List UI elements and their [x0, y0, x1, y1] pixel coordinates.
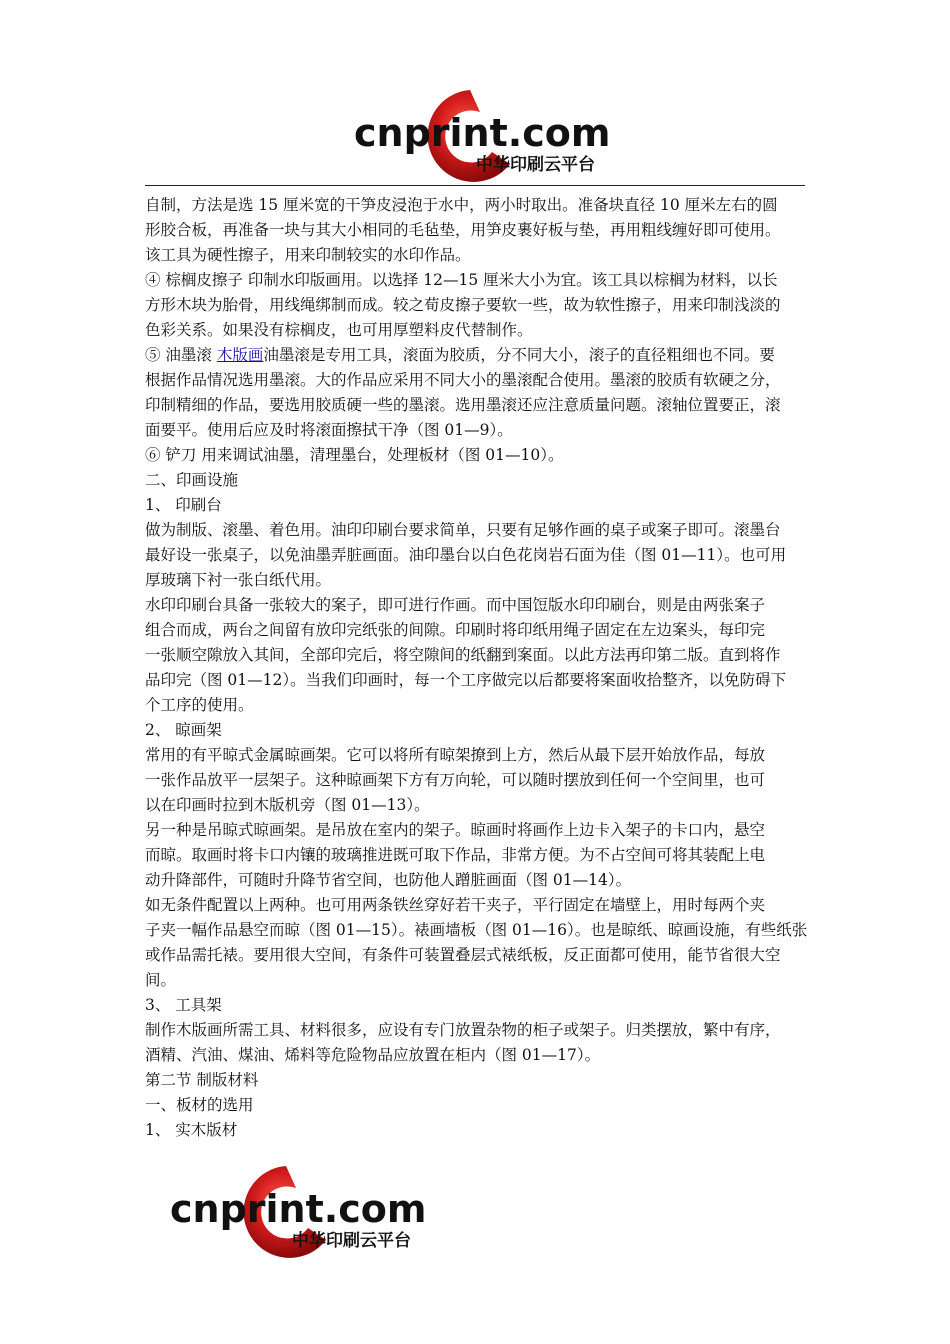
text-line: 水印印刷台具备一张较大的案子，即可进行作画。而中国饾版水印印刷台，则是由两张案子 — [145, 596, 766, 614]
section-heading: 二、印画设施 — [145, 471, 239, 489]
text-line: 自制，方法是选 15 厘米宽的干笋皮浸泡于水中，两小时取出。准备块直径 10 厘米左右的圆 — [145, 196, 778, 214]
logo-tagline: 中华印刷云平台 — [476, 155, 595, 175]
text-line: 方形木块为胎骨，用线绳绑制而成。较之荀皮擦子要软一些，故为软性擦子，用来印制浅淡的 — [145, 296, 781, 314]
cnprint-logo-header — [352, 82, 622, 182]
subsection-heading: 2、 晾画架 — [145, 721, 222, 739]
cnprint-logo-footer — [168, 1158, 438, 1258]
text-line: 最好设一张桌子，以免油墨弄脏画面。油印墨台以白色花岗岩石面为佳（图 01—11）。也可用 — [145, 546, 787, 564]
woodcut-link[interactable]: 木版画 — [216, 346, 264, 364]
text-line: 子夹一幅作品悬空而晾（图 01—15）。裱画墙板（图 01—16）。也是晾纸、晾画设施，有些纸张 — [145, 921, 808, 939]
text-line: 品印完（图 01—12）。当我们印画时，每一个工序做完以后都要将案面收拾整齐，以免防碍下 — [145, 671, 787, 689]
cnprint-logo-graphic — [352, 82, 622, 182]
text-line: 形胶合板，再准备一块与其大小相同的毛毡垫，用笋皮裹好板与垫，再用粗线缠好即可使用。 — [145, 221, 781, 239]
text-line: 厚玻璃下衬一张白纸代用。 — [145, 571, 332, 589]
text-line: 个工序的使用。 — [145, 696, 254, 714]
cnprint-logo-graphic — [168, 1158, 438, 1258]
header-rule — [145, 185, 805, 186]
text-line-with-link — [145, 343, 815, 368]
line-suffix: 油墨滚是专用工具，滚面为胶质，分不同大小，滚子的直径粗细也不同。要 — [263, 346, 775, 364]
text-line: 面要平。使用后应及时将滚面擦拭干净（图 01—9）。 — [145, 421, 513, 439]
line-prefix: ⑤ 油墨滚 — [145, 346, 217, 364]
text-line: 以在印画时拉到木版机旁（图 01—13）。 — [145, 796, 430, 814]
subsection-heading: 3、 工具架 — [145, 996, 222, 1014]
text-line: 根据作品情况选用墨滚。大的作品应采用不同大小的墨滚配合使用。墨滚的胶质有软硬之分， — [145, 371, 781, 389]
text-line: 色彩关系。如果没有棕榈皮，也可用厚塑料皮代替制作。 — [145, 321, 533, 339]
text-line: 做为制版、滚墨、着色用。油印印刷台要求简单，只要有足够作画的桌子或案子即可。滚墨台 — [145, 521, 781, 539]
text-line: ④ 棕榈皮擦子 印制水印版画用。以选择 12—15 厘米大小为宜。该工具以棕榈为材料，以长 — [145, 271, 778, 289]
document-body — [145, 193, 815, 1143]
text-line: 制作木版画所需工具、材料很多，应设有专门放置杂物的柜子或架子。归类摆放，繁中有序， — [145, 1021, 781, 1039]
text-line: 该工具为硬性擦子，用来印制较实的水印作品。 — [145, 246, 471, 264]
text-line: 动升降部件，可随时升降节省空间，也防他人蹭脏画面（图 01—14）。 — [145, 871, 632, 889]
text-line: 组合而成，两台之间留有放印完纸张的间隙。印刷时将印纸用绳子固定在左边案头，每印完 — [145, 621, 766, 639]
text-line: 而晾。取画时将卡口内镶的玻璃推进既可取下作品，非常方便。为不占空间可将其装配上电 — [145, 846, 766, 864]
logo-wordmark: cnprint.com — [354, 111, 611, 155]
subsection-heading: 1、 印刷台 — [145, 496, 222, 514]
text-line: 一张作品放平一层架子。这种晾画架下方有万向轮，可以随时摆放到任何一个空间里，也可 — [145, 771, 766, 789]
text-line: 如无条件配置以上两种。也可用两条铁丝穿好若干夹子，平行固定在墙壁上，用时每两个夹 — [145, 896, 766, 914]
subsection-heading: 1、 实木版材 — [145, 1121, 238, 1139]
text-line: ⑥ 铲刀 用来调试油墨，清理墨台，处理板材（图 01—10）。 — [145, 446, 564, 464]
text-line: 印制精细的作品，要选用胶质硬一些的墨滚。选用墨滚还应注意质量问题。滚轴位置要正，滚 — [145, 396, 781, 414]
section-heading: 一、板材的选用 — [145, 1096, 254, 1114]
text-line: 酒精、汽油、煤油、烯料等危险物品应放置在柜内（图 01—17）。 — [145, 1046, 601, 1064]
text-line: 或作品需托裱。要用很大空间，有条件可装置叠层式裱纸板，反正面都可使用，能节省很大空 — [145, 946, 781, 964]
text-line: 另一种是吊晾式晾画架。是吊放在室内的架子。晾画时将画作上边卡入架子的卡口内，悬空 — [145, 821, 766, 839]
logo-tagline: 中华印刷云平台 — [292, 1231, 411, 1251]
chapter-section-heading: 第二节 制版材料 — [145, 1071, 259, 1089]
text-line: 间。 — [145, 971, 177, 989]
text-line: 常用的有平晾式金属晾画架。它可以将所有晾架撩到上方，然后从最下层开始放作品，每放 — [145, 746, 766, 764]
text-line: 一张顺空隙放入其间，全部印完后，将空隙间的纸翻到案面。以此方法再印第二版。直到将作 — [145, 646, 781, 664]
logo-wordmark: cnprint.com — [170, 1187, 427, 1231]
